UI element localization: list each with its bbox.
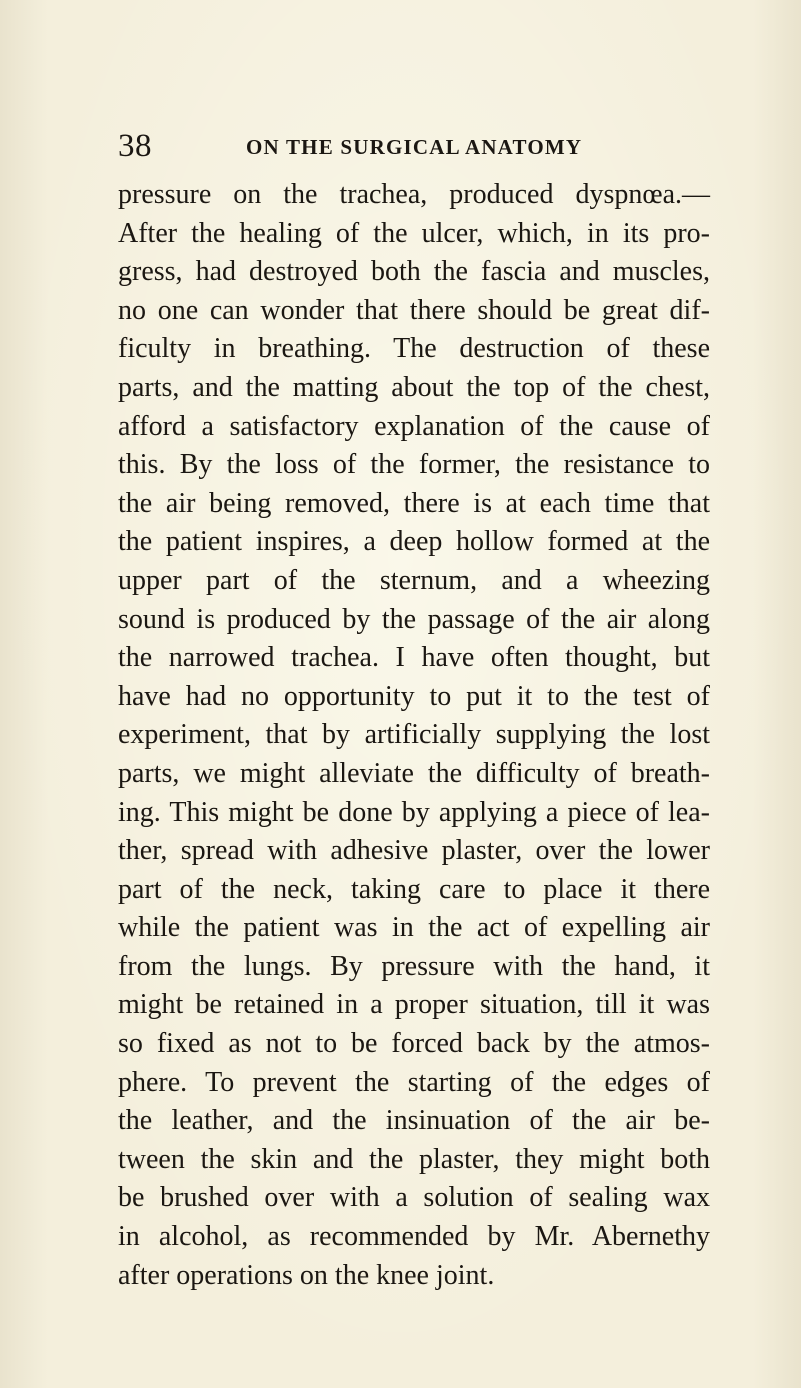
text-line: be brushed over with a solution of sealing wax	[118, 1182, 710, 1214]
page-number: 38	[118, 128, 152, 164]
text-line: have had no opportunity to put it to the test of	[118, 680, 710, 712]
text-line: ther, spread with adhesive plaster, over the lower	[118, 835, 710, 867]
text-line: phere. To prevent the starting of the edges of	[118, 1066, 710, 1098]
text-line: upper part of the sternum, and a wheezing	[118, 564, 710, 596]
text-line: sound is produced by the passage of the air along	[118, 603, 710, 635]
text-line: the patient inspires, a deep hollow formed at the	[118, 526, 710, 558]
text-line: parts, and the matting about the top of the chest,	[118, 371, 710, 403]
text-line: from the lungs. By pressure with the hand, it	[118, 950, 710, 982]
text-line: the narrowed trachea. I have often thought, but	[118, 642, 710, 674]
text-line: part of the neck, taking care to place it there	[118, 873, 710, 905]
text-line: ficulty in breathing. The destruction of these	[118, 333, 710, 365]
text-line: After the healing of the ulcer, which, in its pro-	[118, 217, 710, 249]
text-line: afford a satisfactory explanation of the cause of	[118, 410, 710, 442]
text-line: gress, had destroyed both the fascia and muscles,	[118, 256, 710, 288]
text-line: ing. This might be done by applying a piece of lea-	[118, 796, 710, 828]
text-line: no one can wonder that there should be great dif-	[118, 294, 710, 326]
text-line: the leather, and the insinuation of the air be-	[118, 1105, 710, 1137]
running-head	[118, 128, 708, 164]
body-paragraph	[118, 176, 710, 1295]
text-line: in alcohol, as recommended by Mr. Abernethy	[118, 1221, 710, 1253]
text-line: so fixed as not to be forced back by the atmos-	[118, 1028, 710, 1060]
text-line: tween the skin and the plaster, they might both	[118, 1143, 710, 1175]
text-line: pressure on the trachea, produced dyspnœa.—	[118, 179, 710, 210]
text-line: might be retained in a proper situation, till it was	[118, 989, 710, 1021]
text-line: experiment, that by artificially supplying the lost	[118, 719, 710, 751]
text-line: this. By the loss of the former, the resistance to	[118, 449, 710, 481]
text-line: the air being removed, there is at each time that	[118, 487, 710, 519]
text-line: while the patient was in the act of expelling air	[118, 912, 710, 944]
text-line: parts, we might alleviate the difficulty of breath-	[118, 757, 710, 789]
text-line-last: after operations on the knee joint.	[118, 1259, 495, 1291]
running-head-title: ON THE SURGICAL ANATOMY	[246, 135, 583, 159]
